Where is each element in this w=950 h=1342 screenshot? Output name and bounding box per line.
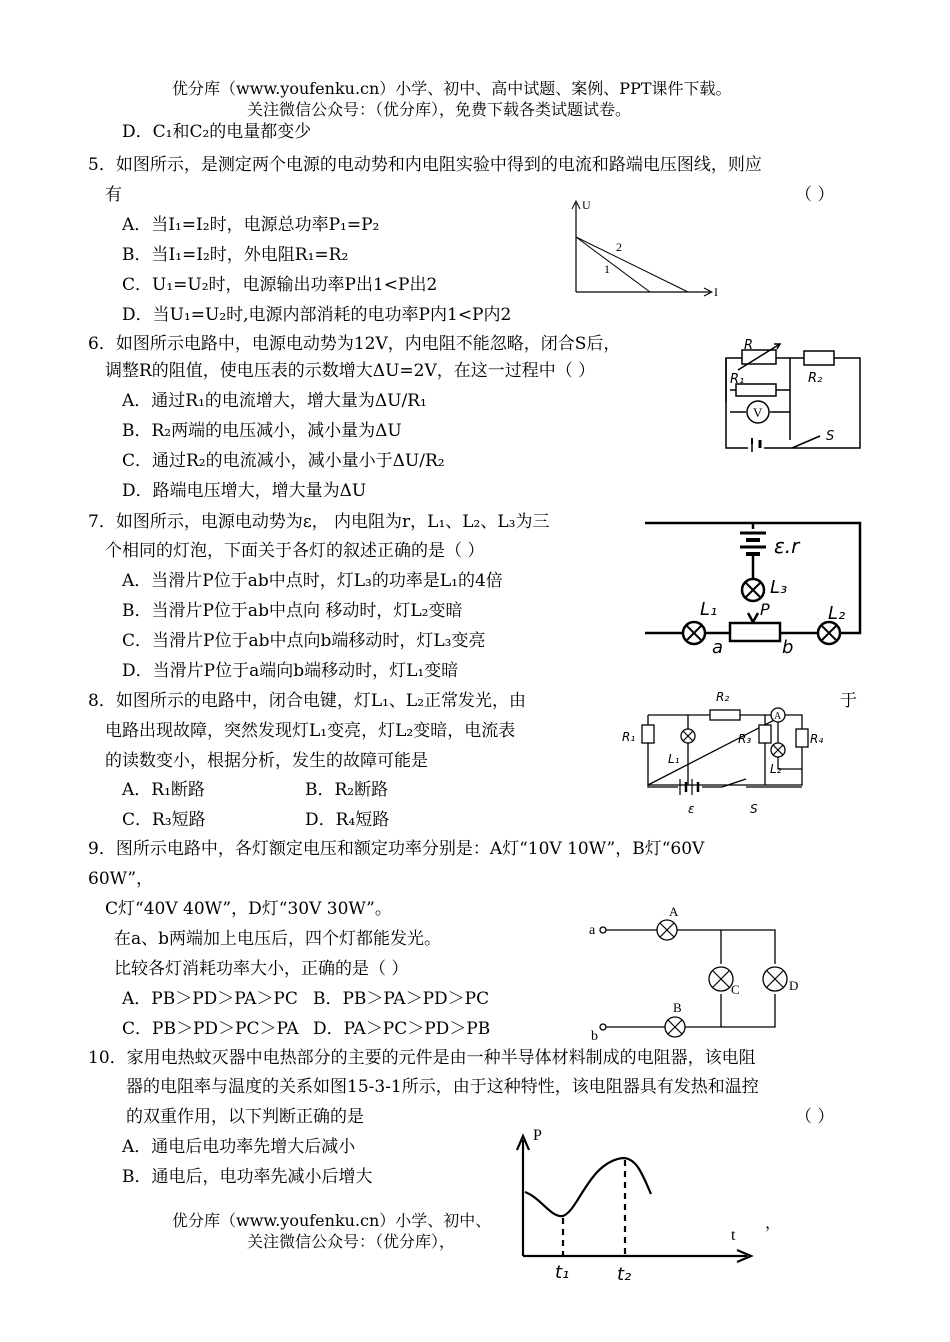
q9-stem-1: 9．图所示电路中，各灯额定电压和额定功率分别是：A灯“10V 10W”，B灯“60V: [88, 839, 705, 859]
q7-label-a: a: [712, 637, 724, 658]
q6-option-d: D．路端电压增大，增大量为ΔU: [122, 481, 367, 501]
q6-stem-2: 调整R的阻值，使电压表的示数增大ΔU=2V，在这一过程中（ ）: [105, 361, 596, 381]
q7-label-source: ε.r: [774, 534, 800, 558]
q8-label-e: ε: [688, 802, 695, 816]
q10-stem-3: 的双重作用，以下判断正确的是: [126, 1107, 364, 1127]
q5-axis-u: U: [582, 198, 591, 212]
q5-option-c: C．U₁=U₂时，电源输出功率P出1<P出2: [122, 275, 438, 295]
q9-label-lamp-c: C: [731, 982, 740, 997]
q7-stem-1: 7．如图所示，电源电动势为ε， 内电阻为r，L₁、L₂、L₃为三: [88, 512, 550, 532]
q8-label-s: S: [750, 802, 758, 816]
q6-label-r1: R₁: [730, 372, 745, 387]
q8-stem-3: 的读数变小，根据分析，发生的故障可能是: [105, 751, 428, 771]
q9-label-lamp-b: B: [673, 1000, 682, 1015]
q7-label-l3: L₃: [770, 577, 788, 598]
q9-option-b: B．PB＞PA＞PD＞PC: [313, 989, 490, 1009]
q10-option-b: B．通电后，电功率先减小后增大: [122, 1167, 373, 1187]
q9-stem-2: 60W”，: [88, 869, 154, 889]
q10-answer-paren: （ ）: [795, 1107, 835, 1127]
q5-axis-i: I: [714, 285, 718, 299]
q5-line-1-label: 1: [604, 262, 610, 276]
q5-option-b: B．当I₁=I₂时，外电阻R₁=R₂: [122, 245, 349, 265]
q6-option-c: C．通过R₂的电流减小，减小量小于ΔU/R₂: [122, 451, 445, 471]
q8-label-r2: R₂: [716, 690, 730, 704]
q10-stem-1: 10．家用电热蚊灭器中电热部分的主要的元件是由一种半导体材料制成的电阻器，该电阻: [88, 1048, 756, 1068]
q9-stem-4: 在a、b两端加上电压后，四个灯都能发光。: [114, 929, 442, 949]
q10-label-t1: t₁: [555, 1262, 570, 1283]
q10-label-t2: t₂: [617, 1264, 632, 1285]
q5-stem-2: 有: [105, 185, 122, 205]
q8-stem-1b: 于: [840, 691, 857, 711]
header-line-2: 关注微信公众号：（优分库），免费下载各类试题试卷。: [247, 100, 632, 119]
q7-label-b: b: [782, 637, 794, 658]
q5-line-2: [576, 237, 688, 292]
q9-circuit: [585, 900, 825, 1045]
q7-label-l2: L₂: [828, 603, 846, 624]
q7-option-b: B．当滑片P位于ab中点向 移动时，灯L₂变暗: [122, 601, 463, 621]
footer-line-2: 关注微信公众号：（优分库），: [247, 1232, 456, 1251]
q6-label-r: R: [744, 338, 754, 353]
q8-option-a: A．R₁断路: [122, 780, 205, 800]
q10-option-a: A．通电后电功率先增大后减小: [122, 1137, 356, 1157]
q8-stem-2: 电路出现故障，突然发现灯L₁变亮，灯L₂变暗，电流表: [105, 721, 516, 741]
q9-option-c: C．PB＞PD＞PC＞PA: [122, 1019, 299, 1039]
q8-option-d: D．R₄短路: [305, 810, 390, 830]
footer-mark: ，: [765, 1213, 782, 1232]
q8-label-l2: L₂: [770, 762, 782, 776]
q5-line-1: [576, 237, 650, 292]
q7-circuit: [640, 515, 865, 658]
q9-stem-3: C灯“40V 40W”，D灯“30V 30W”。: [105, 899, 392, 919]
q7-option-d: D．当滑片P位于a端向b端移动时，灯L₁变暗: [122, 661, 459, 681]
header-line-1: 优分库（www.youfenku.cn）小学、初中、高中试题、案例、PPT课件下载。: [172, 79, 732, 98]
q9-stem-5: 比较各灯消耗功率大小，正确的是（ ）: [114, 959, 409, 979]
q9-label-a-terminal: a: [589, 923, 596, 938]
prev-option-d: D．C₁和C₂的电量都变少: [122, 122, 312, 142]
q10-curve: [525, 1158, 651, 1216]
q9-label-lamp-a: A: [669, 904, 679, 919]
q8-label-ammeter: A: [774, 711, 782, 722]
q10-pt-graph: [505, 1122, 760, 1287]
q7-option-a: A．当滑片P位于ab中点时，灯L₃的功率是L₁的4倍: [122, 571, 503, 591]
q8-label-r1: R₁: [622, 730, 636, 744]
q7-label-p: P: [760, 600, 770, 619]
q10-axis-t: t: [731, 1227, 736, 1244]
q10-stem-2: 器的电阻率与温度的关系如图15-3-1所示，由于这种特性，该电阻器具有发热和温控: [126, 1077, 759, 1097]
q9-option-d: D．PA＞PC＞PD＞PB: [313, 1019, 491, 1039]
q5-answer-paren: （ ）: [795, 185, 835, 205]
q8-option-c: C．R₃短路: [122, 810, 206, 830]
q8-label-l1: L₁: [668, 752, 680, 766]
q6-option-a: A．通过R₁的电流增大，增大量为ΔU/R₁: [122, 391, 427, 411]
q6-label-v: V: [753, 405, 763, 420]
q10-axis-p: P: [533, 1127, 542, 1144]
q8-stem-1: 8．如图所示的电路中，闭合电键，灯L₁、L₂正常发光，由: [88, 691, 527, 711]
q5-option-d: D．当U₁=U₂时,电源内部消耗的电功率P内1<P内2: [122, 305, 512, 325]
footer-line-1: 优分库（www.youfenku.cn）小学、初中、: [172, 1211, 492, 1230]
q6-stem-1: 6．如图所示电路中，电源电动势为12V，内电阻不能忽略，闭合S后，: [88, 334, 621, 354]
q8-label-r4: R₄: [810, 732, 824, 746]
q9-label-b-terminal: b: [591, 1029, 598, 1044]
q5-ui-graph: [560, 195, 730, 300]
q9-label-lamp-d: D: [789, 978, 799, 993]
q6-circuit: [722, 340, 872, 452]
q6-label-r2: R₂: [808, 371, 823, 386]
q7-stem-2: 个相同的灯泡，下面关于各灯的叙述正确的是（ ）: [105, 541, 485, 561]
q5-option-a: A．当I₁=I₂时，电源总功率P₁=P₂: [122, 215, 380, 235]
q6-label-s: S: [826, 429, 835, 444]
q7-option-c: C．当滑片P位于ab中点向b端移动时，灯L₃变亮: [122, 631, 486, 651]
q9-option-a: A．PB＞PD＞PA＞PC: [122, 989, 298, 1009]
q8-circuit: [618, 685, 833, 827]
q8-label-r3: R₃: [738, 732, 752, 746]
q7-label-l1: L₁: [700, 599, 718, 620]
q5-stem-1: 5．如图所示，是测定两个电源的电动势和内电阻实验中得到的电流和路端电压图线，则应: [88, 155, 762, 175]
q5-line-2-label: 2: [616, 240, 622, 254]
q8-option-b: B．R₂断路: [305, 780, 389, 800]
q6-option-b: B．R₂两端的电压减小，减小量为ΔU: [122, 421, 402, 441]
